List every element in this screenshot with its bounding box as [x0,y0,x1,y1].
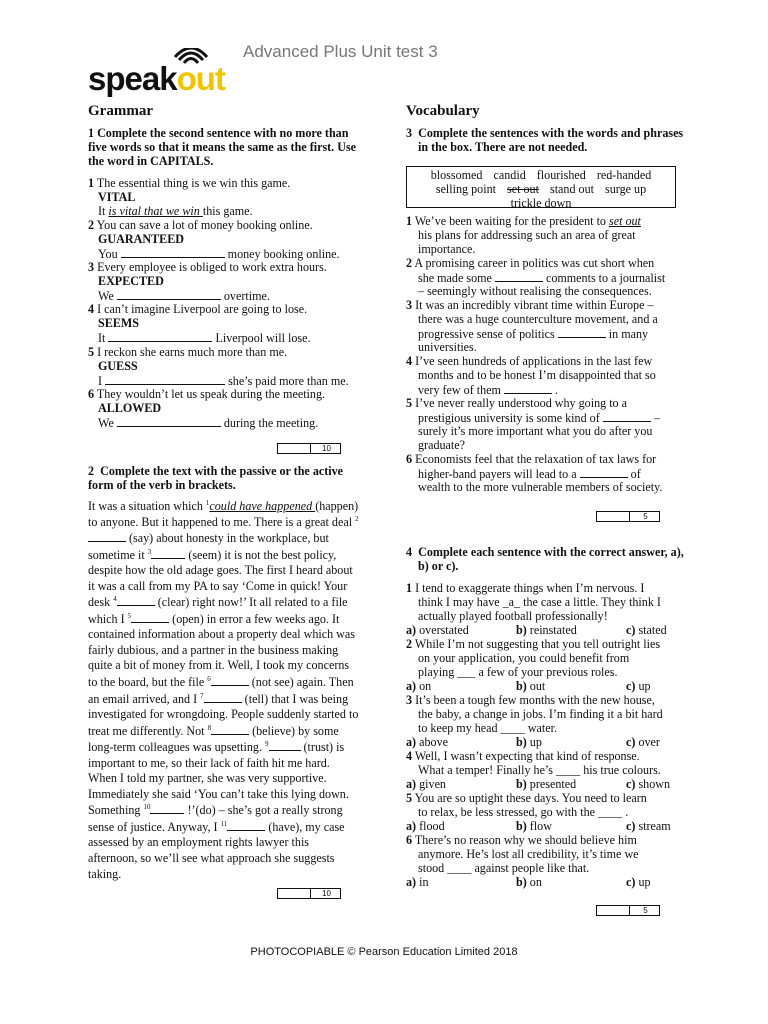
item-first-line [406,256,654,270]
rewrite-end: Liverpool will lose. [212,331,311,345]
item-number: 3 [406,693,413,707]
exercise-4-instruction: 4 Complete each sentence with the correct answer, a), b) or c). [406,545,684,573]
rewrite-end: she’s paid more than me. [225,374,349,388]
option-letter: b) [516,679,527,693]
rewrite-start: I [98,374,106,388]
box-word: trickle down [510,196,572,210]
option-text: up [529,735,542,749]
question-line [418,805,628,819]
answer-blank[interactable] [211,674,249,686]
logo-wordmark: speakout [88,60,225,97]
answer-option[interactable] [406,777,446,791]
rewrite-line [98,330,311,345]
question-first-line [406,693,655,707]
question-line [418,595,661,609]
example-answer: could have happened [209,499,316,513]
sentence-line [88,260,327,274]
question-line [418,609,608,623]
item-text: surely it’s more important what you do after you [418,424,653,438]
answer-blank[interactable] [131,611,169,623]
item-text-end: – [650,411,660,425]
score-value: 5 [629,512,661,521]
item-text: universities. [418,340,477,354]
question-text: the baby, a change in jobs. I’m finding it a bit hard [418,707,663,721]
exercise-3-instruction: 3 Complete the sentences with the words and phrases in the box. There are not needed. [406,126,684,154]
item-text-end: . [551,383,559,397]
option-text: shown [638,777,671,791]
rewrite-end: during the meeting. [220,416,319,430]
option-letter: a) [406,777,417,791]
question-text: While I’m not suggesting that you tell outright lies [414,637,661,651]
item-line [418,312,658,326]
sentence-line [88,302,307,316]
item-text: progressive sense of politics [418,327,558,341]
answer-option[interactable] [516,623,577,637]
item-line [418,284,652,298]
item-text: months and to be honest I’m disappointed that so [418,368,656,382]
option-letter: c) [626,623,636,637]
question-text: on your application, you could benefit from [418,651,630,665]
example-answer: set out [609,214,641,228]
answer-blank[interactable] [504,382,552,394]
item-number: 5 [88,345,95,359]
answer-blank[interactable] [558,326,606,338]
question-line [418,651,629,665]
answer-option[interactable] [626,623,667,637]
question-first-line [406,749,640,763]
box-word: flourished [536,168,586,182]
answer-blank[interactable] [580,466,628,478]
item-number: 4 [406,354,413,368]
sentence-line [88,176,290,190]
question-text: to keep my head ____ water. [418,721,558,735]
item-number: 6 [88,387,95,401]
option-text: flood [419,819,445,833]
question-text: I tend to exaggerate things when I’m nervous. I [415,581,645,595]
answer-blank[interactable] [204,691,242,703]
option-letter: a) [406,623,417,637]
option-letter: b) [516,777,527,791]
question-text: stood ____ against people like that. [418,861,590,875]
rewrite-line [98,373,349,388]
answer-option[interactable] [626,819,671,833]
item-first-line [406,298,654,312]
sentence-line [88,218,313,232]
question-text: anymore. He’s lost all credibility, it’s time we [418,847,639,861]
item-text-end: comments to a journalist [542,271,666,285]
item-text: I’ve seen hundreds of applications in the last few [415,354,653,368]
answer-option[interactable] [516,819,552,833]
original-sentence: You can save a lot of money booking online. [96,218,313,232]
item-number: 3 [88,260,95,274]
option-text: in [419,875,429,889]
item-text: A promising career in politics was cut short when [414,256,655,270]
answer-blank[interactable] [211,723,249,735]
question-text: There’s no reason why we should believe him [414,833,637,847]
score-value: 10 [310,889,342,898]
answer-option[interactable] [406,679,431,693]
answer-blank[interactable] [117,288,221,300]
keyword: EXPECTED [98,274,164,288]
answer-blank[interactable] [227,819,265,831]
original-sentence: Every employee is obliged to work extra hours. [97,260,327,274]
item-line [418,480,662,494]
keyword: GUARANTEED [98,232,185,246]
question-first-line [406,637,660,651]
option-text: stated [638,623,667,637]
exercise-4-score-box [596,905,660,916]
original-sentence: The essential thing is we win this game. [96,176,291,190]
item-number: 2 [88,218,95,232]
grammar-heading: Grammar [88,103,153,119]
rewrite-start: You [98,247,121,261]
rewrite-start: We [98,289,117,303]
question-text: What a temper! Finally he’s ____ his true colours. [418,763,661,777]
item-line [418,438,465,452]
answer-blank[interactable] [117,594,155,606]
item-first-line [406,452,656,466]
answer-blank[interactable] [108,330,212,342]
option-text: presented [529,777,577,791]
item-line [418,270,665,285]
sentence-line [88,387,325,401]
item-text: higher-band payers will lead to a [418,467,580,481]
answer-blank[interactable] [603,410,651,422]
item-line [418,242,475,256]
rewrite-start: We [98,416,117,430]
question-text: playing ___ a few of your previous roles. [418,665,618,679]
option-letter: b) [516,735,527,749]
score-value: 10 [310,444,342,453]
item-line [418,410,660,425]
rewrite-line [98,288,270,303]
rewrite-end: overtime. [220,289,270,303]
item-line [418,340,477,354]
item-text-end: in many [605,327,649,341]
answer-option[interactable] [516,875,542,889]
option-text: up [638,875,651,889]
question-text: Well, I wasn’t expecting that kind of response. [414,749,640,763]
answer-blank[interactable] [151,547,185,559]
option-text: over [638,735,660,749]
question-first-line [406,581,644,595]
option-text: on [529,875,542,889]
option-text: reinstated [529,623,577,637]
option-letter: a) [406,819,417,833]
item-number: 4 [406,749,413,763]
item-text: I’ve never really understood why going to a [415,396,627,410]
box-word-used: set out [507,182,539,196]
option-letter: c) [626,777,636,791]
example-answer: is vital that we win [108,204,203,218]
box-word: stand out [549,182,594,196]
footer-copyright: PHOTOCOPIABLE © Pearson Education Limited 2018 [250,946,518,958]
answer-blank[interactable] [117,415,221,427]
rewrite-line [98,246,340,261]
answer-blank[interactable] [88,530,126,542]
item-text: very few of them [418,383,504,397]
test-title: Advanced Plus Unit test 3 [243,42,438,61]
exercise-2-instruction: 2 Complete the text with the passive or the active form of the verb in brackets. [88,464,344,492]
item-number: 2 [406,637,413,651]
original-sentence: I can’t imagine Liverpool are going to lose. [97,302,308,316]
item-line [418,228,636,242]
answer-option[interactable] [516,735,542,749]
exercise-3-score-box [596,511,660,522]
keyword: ALLOWED [98,401,162,415]
answer-option[interactable] [406,875,429,889]
answer-option[interactable] [406,735,448,749]
item-number: 3 [406,298,413,312]
word-box [406,166,676,208]
option-text: on [419,679,432,693]
answer-option[interactable] [516,679,545,693]
answer-option[interactable] [626,777,670,791]
option-text: stream [638,819,671,833]
question-first-line [406,791,647,805]
item-text: wealth to the more vulnerable members of society. [418,480,663,494]
box-word: selling point [435,182,496,196]
item-line [418,424,652,438]
answer-option[interactable] [406,819,445,833]
original-sentence: They wouldn’t let us speak during the meeting. [96,387,326,401]
option-text: above [419,735,448,749]
item-text: We’ve been waiting for the president to [414,214,609,228]
item-number: 1 [406,581,413,595]
question-text: actually played football professionally! [418,609,608,623]
option-text: flow [529,819,552,833]
keyword: GUESS [98,359,138,373]
option-text: overstated [419,623,469,637]
answer-option[interactable] [516,777,576,791]
item-number: 6 [406,452,413,466]
box-word: red-handed [596,168,652,182]
sentence-line [88,345,287,359]
option-letter: b) [516,819,527,833]
exercise-1-instruction: 1 Complete the second sentence with no more than five words so that it means the same as the first. Use the word in CAPITALS. [88,126,357,168]
item-text: Economists feel that the relaxation of tax laws for [415,452,657,466]
item-line [418,326,648,341]
item-number: 4 [88,302,95,316]
option-letter: b) [516,623,527,637]
option-text: up [638,679,651,693]
rewrite-end: money booking online. [224,247,340,261]
question-text: think I may have _a_ the case a little. They think I [418,595,661,609]
option-letter: c) [626,819,636,833]
option-letter: b) [516,875,527,889]
item-number: 1 [406,214,413,228]
question-line [418,665,618,679]
question-text: You are so uptight these days. You need to learn [414,791,647,805]
option-letter: c) [626,679,636,693]
item-line [418,466,641,481]
answer-option[interactable] [626,679,651,693]
question-text: to relax, be less stressed, go with the ____ . [418,805,629,819]
exercise-1-score-box [277,443,341,454]
item-number: 5 [406,791,413,805]
answer-blank[interactable] [105,373,225,385]
item-text: there was a huge counterculture movement, and a [418,312,658,326]
rewrite-end: this game. [202,204,253,218]
rewrite-start: It [98,204,109,218]
original-sentence: I reckon she earns much more than me. [97,345,288,359]
question-line [418,763,661,777]
speakout-logo [88,48,248,96]
item-text: she made some [418,271,495,285]
answer-blank[interactable] [150,802,184,814]
question-line [418,847,639,861]
answer-blank[interactable] [495,270,543,282]
item-number: 6 [406,833,413,847]
item-number: 5 [406,396,413,410]
option-letter: a) [406,679,417,693]
item-first-line [406,354,652,368]
option-letter: a) [406,735,417,749]
answer-blank[interactable] [121,246,225,258]
rewrite-line [98,204,253,218]
question-line [418,721,557,735]
item-line [418,368,656,382]
question-line [418,707,663,721]
question-first-line [406,833,637,847]
option-text: out [529,679,546,693]
box-word: surge up [605,182,647,196]
answer-option[interactable] [626,735,660,749]
item-line [418,382,558,397]
option-letter: c) [626,875,636,889]
item-text-end: of [627,467,641,481]
exercise-2-score-box [277,888,341,899]
keyword: SEEMS [98,316,139,330]
box-word: blossomed [430,168,483,182]
option-letter: a) [406,875,417,889]
item-first-line [406,396,627,410]
item-text: It was an incredibly vibrant time within Europe – [415,298,654,312]
item-first-line [406,214,641,228]
option-text: given [419,777,446,791]
box-word: candid [493,168,526,182]
item-number: 2 [406,256,413,270]
keyword: VITAL [98,190,136,204]
answer-blank[interactable] [269,739,301,751]
item-text: graduate? [418,438,465,452]
item-text: importance. [418,242,476,256]
vocabulary-heading: Vocabulary [406,103,480,119]
rewrite-line [98,415,318,430]
item-text: his plans for addressing such an area of great [418,228,636,242]
score-value: 5 [629,906,661,915]
item-text: – seemingly without realising the consequences. [418,284,652,298]
question-text: It’s been a tough few months with the new house, [415,693,655,707]
option-letter: c) [626,735,636,749]
rewrite-start: It [98,331,109,345]
answer-option[interactable] [626,875,651,889]
answer-option[interactable] [406,623,469,637]
question-line [418,861,589,875]
exercise-2-text: It was a situation which $^1$could have happened (happen) to anyone. But it happened to me. There is a great deal $^2$ (say) about honesty in the workplace, but sometime it $^3$ (seem) it is not the best policy, despite how the old adage goes. The first I heard about it was a call from my PA to say ‘Come in quick! Your desk $^4$ (clear) right now!’ It all related to a file which I $^5$ (open) in error a few weeks ago. It contained information about a property deal which was fairly dubious, and a partner in the business making quite a bit of money from it. Well, I took my concerns to the board, but the file $^6$ (not see) again. Then an email arrived, and I $^7$ (tell) that I was being investigated for wrongdoing. People suddenly started to treat me differently. Not $^8$ (believe) by some long-term colleagues was upsetting. $^9$ (trust) is important to me, so their lack of faith hit me hard. When I told my partner, she was very supportive. Immediately she said ‘You can’t take this lying down. Something $^{10}$ !’(do) – she’s got a really strong sense of justice. Anyway, I $^{11}$ (have), my case assessed by an employment rights lawyer this afternoon, so we’ll see what approach she suggests taking. [88,499,359,881]
item-number: 1 [88,176,95,190]
item-text: prestigious university is some kind of [418,411,603,425]
